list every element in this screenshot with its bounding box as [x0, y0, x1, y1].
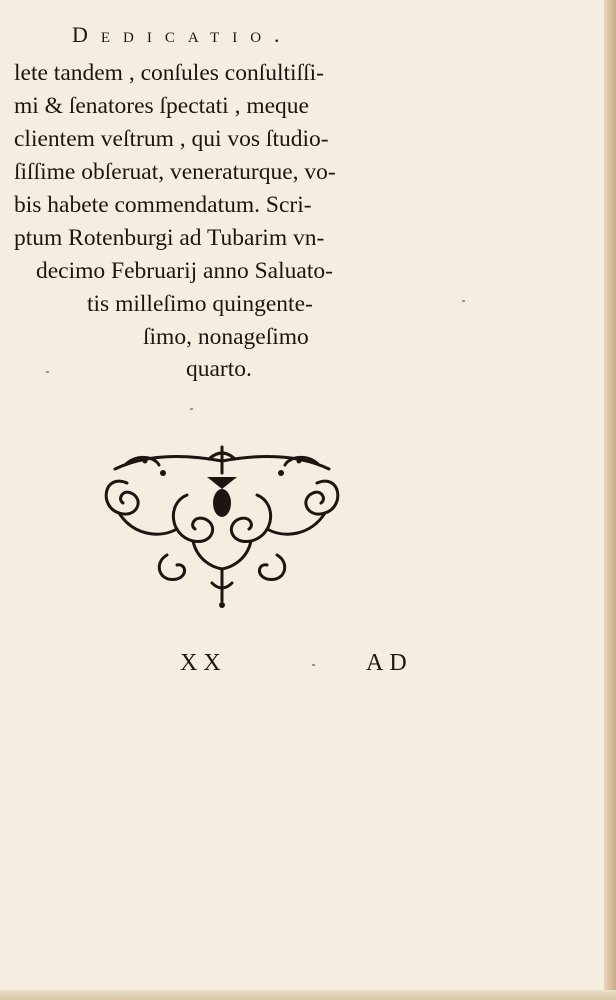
text-line-3: clientem veſtrum , qui vos ſtudio- [14, 126, 329, 152]
paper-speck [46, 371, 49, 373]
text-line-4: ſiſſime obſeruat, veneraturque, vo- [14, 159, 336, 185]
text-line-1: lete tandem , conſules conſultiſſi- [14, 60, 324, 86]
catchword: AD [366, 650, 413, 676]
text-line-7: decimo Februarij anno Saluato- [36, 258, 333, 284]
text-line-9: ſimo, nonageſimo [143, 324, 309, 350]
signature-mark: X X [180, 650, 221, 676]
printers-ornament [97, 443, 347, 611]
paper-speck [462, 300, 465, 302]
text-line-10: quarto. [186, 356, 252, 382]
text-line-5: bis habete commendatum. Scri- [14, 192, 312, 218]
text-line-6: ptum Rotenburgi ad Tubarim vn- [14, 225, 325, 251]
paper-speck [312, 664, 315, 666]
text-line-2: mi & ſenatores ſpectati , meque [14, 93, 309, 119]
page-edge [604, 0, 616, 1000]
running-head: Dedicatio. [72, 22, 293, 47]
text-line-8: tis milleſimo quingente- [87, 291, 313, 317]
page-edge-bottom [0, 990, 616, 1000]
paper-speck [190, 408, 193, 410]
